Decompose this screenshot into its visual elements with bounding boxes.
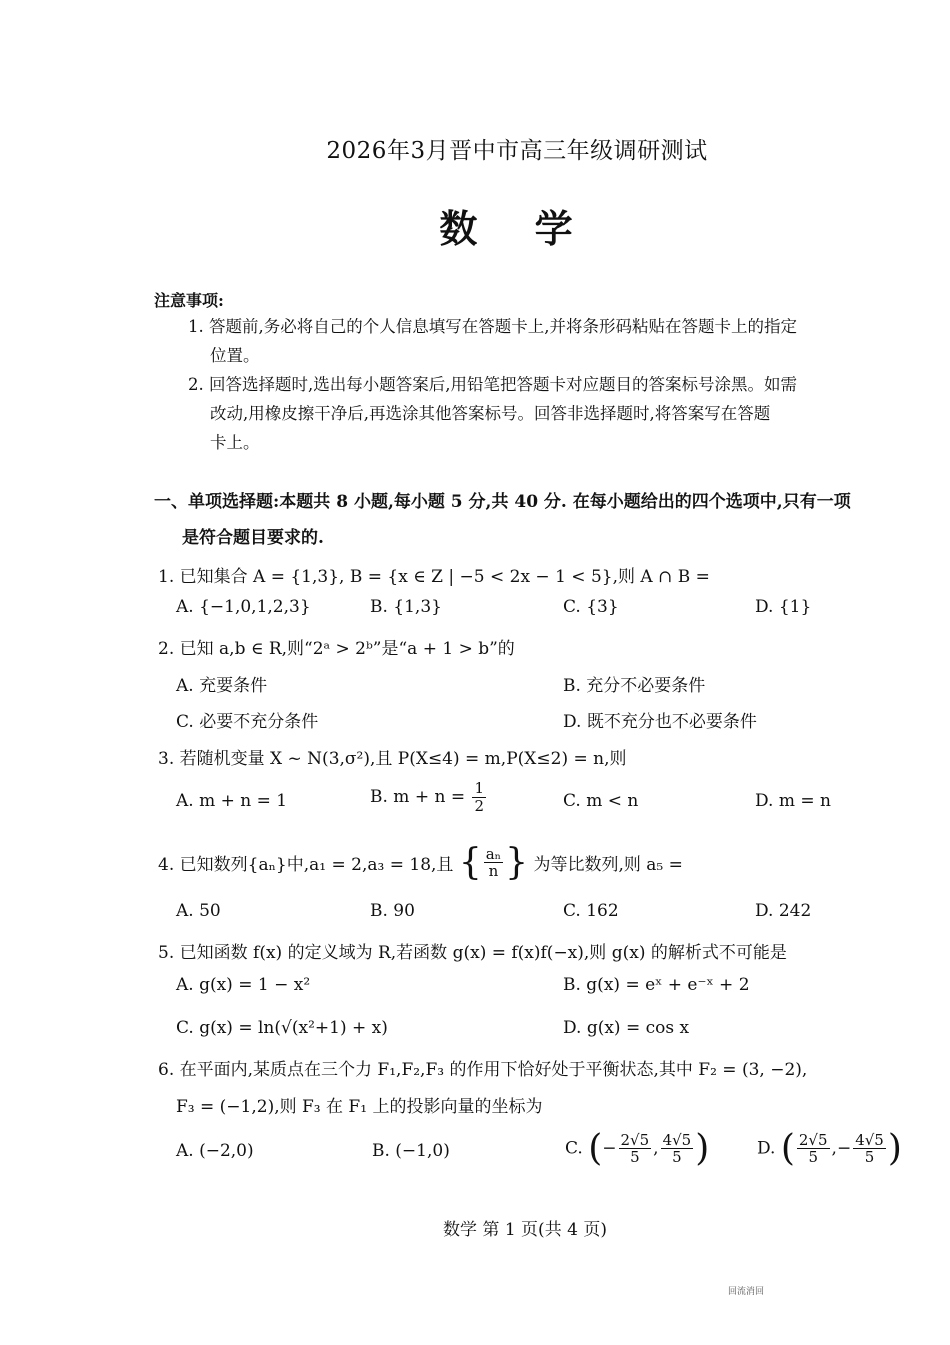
question-2-option-d: D. 既不充分也不必要条件: [563, 712, 757, 732]
question-6-option-c: [565, 1128, 709, 1169]
fraction-denominator: n: [488, 862, 499, 880]
fraction-denominator: 5: [630, 1148, 640, 1166]
fraction: [853, 1132, 886, 1166]
sequence-fraction: [484, 846, 503, 880]
paren-left: (: [588, 1128, 603, 1169]
question-1-stem: 1. 已知集合 A = {1,3}, B = {x ∈ Z | −5 < 2x − 1 < 5},则 A ∩ B =: [158, 567, 710, 587]
option-label: D.: [757, 1138, 776, 1159]
question-3-option-b: [370, 780, 488, 814]
question-1-option-c: C. {3}: [563, 597, 619, 617]
question-6-option-b: B. (−1,0): [372, 1141, 450, 1161]
question-4-option-b: B. 90: [370, 901, 415, 921]
fraction-numerator: aₙ: [485, 844, 502, 863]
question-5-option-b: B. g(x) = eˣ + e⁻ˣ + 2: [563, 975, 750, 995]
question-3-option-c: C. m < n: [563, 791, 639, 811]
fraction: [797, 1132, 830, 1166]
fraction: [661, 1132, 694, 1166]
question-4-stem-post: 为等比数列,则 a₅ =: [533, 855, 683, 875]
corner-mark: 回流消回: [728, 1287, 765, 1297]
question-5-stem: 5. 已知函数 f(x) 的定义域为 R,若函数 g(x) = f(x)f(−x),则 g(x) 的解析式不可能是: [158, 943, 787, 963]
notice-heading: 注意事项:: [154, 291, 224, 310]
question-3-option-d: D. m = n: [755, 791, 831, 811]
comma: ,: [653, 1138, 659, 1159]
question-1-option-a: A. {−1,0,1,2,3}: [176, 597, 311, 617]
question-4-option-d: D. 242: [755, 901, 812, 921]
question-4-option-a: A. 50: [176, 901, 221, 921]
paren-right: ): [695, 1128, 710, 1169]
question-6-stem-line-2: F₃ = (−1,2),则 F₃ 在 F₁ 上的投影向量的坐标为: [176, 1097, 543, 1117]
notice-item-1-line-2: 位置。: [210, 346, 260, 365]
question-4-stem-pre: 4. 已知数列{aₙ}中,a₁ = 2,a₃ = 18,且: [158, 855, 454, 875]
page-footer: 数学 第 1 页(共 4 页): [443, 1220, 607, 1240]
fraction-denominator: 5: [864, 1148, 875, 1166]
fraction-numerator: 4√5: [662, 1130, 692, 1149]
fraction-numerator: 2√5: [620, 1130, 650, 1149]
question-2-option-a: A. 充要条件: [176, 676, 268, 696]
subject-title: 数 学: [439, 206, 595, 251]
question-1-option-b: B. {1,3}: [370, 597, 442, 617]
question-2-option-b: B. 充分不必要条件: [563, 676, 706, 696]
fraction-denominator: 5: [808, 1148, 818, 1166]
fraction-numerator: 2√5: [798, 1130, 828, 1149]
minus-sign: −: [836, 1138, 852, 1159]
question-3-option-a: A. m + n = 1: [176, 791, 288, 811]
paren-right: ): [887, 1128, 902, 1169]
brace-left: {: [458, 842, 482, 883]
question-5-option-d: D. g(x) = cos x: [563, 1018, 690, 1038]
question-2-stem: 2. 已知 a,b ∈ R,则“2ᵃ > 2ᵇ”是“a + 1 > b”的: [158, 639, 515, 659]
notice-item-2-line-2: 改动,用橡皮擦干净后,再选涂其他答案标号。回答非选择题时,将答案写在答题: [210, 404, 771, 423]
brace-right: }: [505, 842, 529, 883]
fraction: [619, 1132, 652, 1166]
minus-sign: −: [602, 1138, 617, 1159]
question-6-stem-line-1: 6. 在平面内,某质点在三个力 F₁,F₂,F₃ 的作用下恰好处于平衡状态,其中 F₂ = (3, −2),: [158, 1060, 808, 1080]
question-5-option-c: C. g(x) = ln(√(x²+1) + x): [176, 1018, 388, 1038]
question-5-option-a: A. g(x) = 1 − x²: [176, 975, 311, 995]
question-1-option-d: D. {1}: [755, 597, 812, 617]
fraction: [472, 780, 486, 814]
question-4-stem: [158, 842, 683, 883]
fraction-numerator: 1: [474, 779, 485, 797]
question-2-option-c: C. 必要不充分条件: [176, 712, 319, 732]
question-6-option-a: A. (−2,0): [176, 1141, 254, 1161]
question-6-option-d: [757, 1128, 902, 1169]
comma: ,: [831, 1138, 837, 1159]
fraction-denominator: 5: [672, 1148, 682, 1166]
notice-item-2-line-1: 2. 回答选择题时,选出每小题答案后,用铅笔把答题卡对应题目的答案标号涂黑。如需: [188, 375, 797, 394]
notice-item-1-line-1: 1. 答题前,务必将自己的个人信息填写在答题卡上,并将条形码粘贴在答题卡上的指定: [188, 317, 797, 336]
question-3-stem: 3. 若随机变量 X ~ N(3,σ²),且 P(X≤4) = m,P(X≤2) = n,则: [158, 749, 627, 769]
section-heading-line-2: 是符合题目要求的.: [182, 528, 324, 548]
section-heading-line-1: 一、单项选择题:本题共 8 小题,每小题 5 分,共 40 分. 在每小题给出的四个选项中,只有一项: [154, 492, 851, 512]
question-4-option-c: C. 162: [563, 901, 619, 921]
notice-item-2-line-3: 卡上。: [210, 433, 260, 452]
question-3-option-b-label: B. m + n =: [370, 787, 466, 807]
fraction-denominator: 2: [474, 796, 485, 815]
fraction-numerator: 4√5: [855, 1130, 884, 1149]
paren-left: (: [780, 1128, 795, 1169]
option-label: C.: [565, 1138, 583, 1159]
exam-title: 2026年3月晋中市高三年级调研测试: [326, 138, 708, 164]
